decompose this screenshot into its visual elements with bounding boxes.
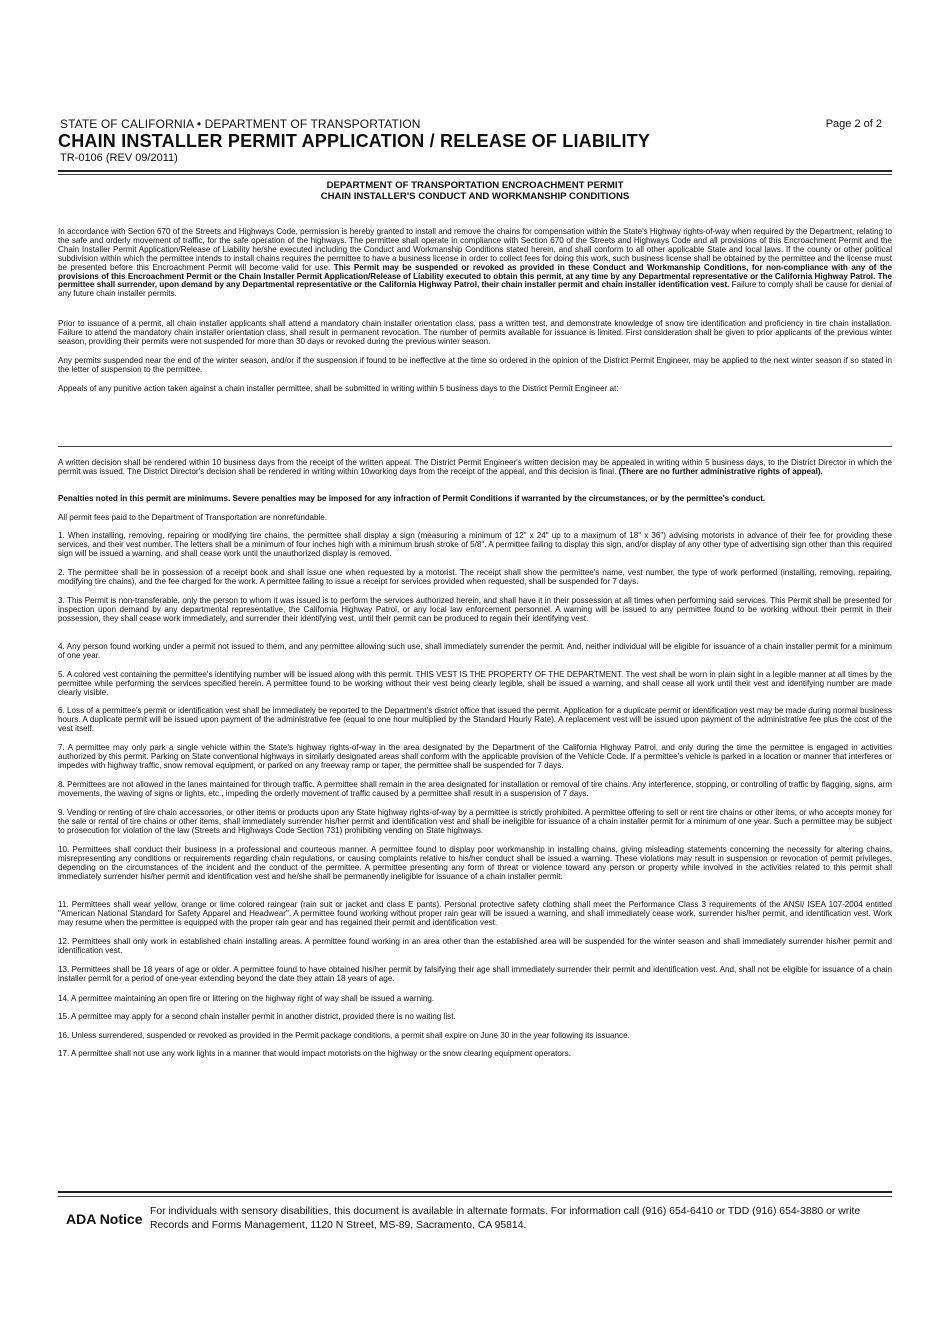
section-heading xyxy=(58,181,892,202)
decision-text: A written decision shall be rendered within 10 business days from the receipt of the written appeal. The District Permit Engineer's written decision may be appealed in writing within 5 business days, to the District Director in which the permit was issued. The District Director's decision shall be rendered in writing within 10working days from the receipt of the appeal, and this decision is final. xyxy=(58,458,892,476)
appeal-address-rule xyxy=(58,446,892,447)
fees-text: All permit fees paid to the Department of Transportation are nonrefundable. xyxy=(58,513,328,522)
condition-1 xyxy=(58,532,892,559)
condition-text: 16. Unless surrendered, suspended or revoked as provided in the Permit package conditions, a permit shall expire on June 30 in the year following its issuance. xyxy=(58,1031,630,1040)
condition-text: 9. Vending or renting of tire chain accessories, or other items or products upon any State highway rights-of-way by a permittee is strictly prohibited. A permittee offering to sell or rent tire chains or other items, or who accepts money for the sale or rental of tire chains or other items, shall immediately surrender his/her permit and identification vest and shall be ineligible for issuance of a chain installer permit for a minimum of one year. Such a permittee may be subject to prosecution for violation of the law (Streets and Highways Code Section 731) prohibiting vending on State highways. xyxy=(58,808,892,835)
footer-rule-top xyxy=(58,1191,892,1193)
condition-text: 4. Any person found working under a permit not issued to them, and any permittee allowing such use, shall immediately surrender the permit. And, neither individual will be eligible for issuance of a chain installer permit for a minimum of one year. xyxy=(58,642,892,660)
heading-line-1: DEPARTMENT OF TRANSPORTATION ENCROACHMENT PERMIT xyxy=(326,180,624,191)
intro-paragraph xyxy=(58,228,892,299)
condition-text: 11. Permittees shall wear yellow, orange or lime colored raingear (rain suit or jacket and class E pants). Personal protective safety clothing shall meet the Performance Class 3 requirements of the ANSI/ ISEA 107-2004 entitled "American National Standard for Safety Apparel and Headwear". A permittee found working without proper rain gear will be issued a warning, and shall immediately cease work, surrender his/her permit, and identification vest. Work may resume when the permittee is equipped with the proper rain gear and has regained their permit and identification vest. xyxy=(58,900,892,927)
condition-text: 10. Permittees shall conduct their business in a professional and courteous manner. A permittee found to display poor workmanship in installing chains, giving misleading statements concerning the necessity for altering chains, misrepresenting any conditions or requirements regarding chain regulations, or causing complaints relative to his/her conduct shall be issued a warning. These violations may result in suspension or revocation of permit privileges, depending on the circumstances of the incident and the conduct of the permittee. A permittee presenting any form of threat or violence toward any person or property while involved in the activities related to this permit shall immediately surrender his/her permit and identification vest and he/she shall be permanently ineligible for issuance of a chain installer permit. xyxy=(58,845,892,881)
penalties-text: Penalties noted in this permit are minimums. Severe penalties may be imposed for any infraction of Permit Conditions if warranted by the circumstances, or by the permittee's conduct. xyxy=(58,494,766,503)
header-rule-bottom xyxy=(58,174,892,175)
agency-line: STATE OF CALIFORNIA • DEPARTMENT OF TRANSPORTATION xyxy=(60,117,421,131)
orientation-paragraph xyxy=(58,320,892,347)
condition-9 xyxy=(58,809,892,836)
appeals-text: Appeals of any punitive action taken against a chain installer permittee, shall be submitted in writing within 5 business days to the District Permit Engineer at: xyxy=(58,384,619,393)
condition-2 xyxy=(58,569,892,587)
page-number: Page 2 of 2 xyxy=(825,118,882,130)
condition-text: 17. A permittee shall not use any work lights in a manner that would impact motorists on the highway or the snow clearing equipment operators. xyxy=(58,1049,571,1058)
condition-5 xyxy=(58,671,892,698)
header-rule-top xyxy=(58,170,892,172)
condition-4 xyxy=(58,643,892,661)
condition-14 xyxy=(58,995,892,1004)
penalties-paragraph xyxy=(58,495,892,504)
condition-11 xyxy=(58,901,892,928)
condition-text: 1. When installing, removing, repairing or modifying tire chains, the permittee shall display a sign (measuring a minimum of 12" x 24" up to a maximum of 18" x 36") advising motorists in advance of their fee for providing these services, and their vest number. The letters shall be a minimum of four inches high with a minimum brush stroke of 5/8". A permittee failing to display this sign, and/or display of any other type of advertising sign other than this required sign will be issued a warning, and shall cease work until the unauthorized display is removed. xyxy=(58,531,892,558)
footer-rule-bottom xyxy=(58,1196,892,1197)
condition-text: 5. A colored vest containing the permittee's identifying number will be issued along with this permit. THIS VEST IS THE PROPERTY OF THE DEPARTMENT. The vest shall be worn in plain sight in a legible manner at all times by the permittee while performing the services specified herein. A permittee found to be working without their vest being clearly legible, shall be issued a warning, and shall cease all work until their vest and identifying number are made clearly visible. xyxy=(58,670,892,697)
form-title: CHAIN INSTALLER PERMIT APPLICATION / RELEASE OF LIABILITY xyxy=(58,131,651,151)
condition-text: 6. Loss of a permittee's permit or identification vest shall be immediately be reported to the Department's district office that issued the permit. Application for a duplicate permit or identification vest may be made during normal business hours. A duplicate permit will be issued upon payment of the administrative fee (equal to one hour multiplied by the Standard Hourly Rate). A replacement vest will be issued upon payment of the administrative fee plus the cost of the vest itself. xyxy=(58,706,892,733)
condition-text: 7. A permittee may only park a single vehicle within the State's highway rights-of-way in the area designated by the Department of the California Highway Patrol, and only during the time the permittee is engaged in activities authorized by this permit. Parking on State conventional highways in similarly designated areas shall conform with the applicable provision of the Vehicle Code. If a permittee's vehicle is parked in a location or manner that interferes or impedes with highway traffic, snow removal equipment, or parked on any freeway ramp or taper, the permittee shall be suspended for 7 days. xyxy=(58,743,892,770)
condition-13 xyxy=(58,966,892,984)
condition-text: 3. This Permit is non-transferable, only the person to whom it was issued is to perform the services authorized herein, and shall have it in their possession at all times when performing said services. This Permit shall be presented for inspection upon demand by any departmental representative, the California Highway Patrol, or any local law enforcement personnel. A warning will be issued to any permittee found to be working without their permit in their possession, they shall cease work immediately, and surrender their identifying vest, until their permit can be produced to regain their identifying vest. xyxy=(58,596,892,623)
condition-16 xyxy=(58,1032,892,1041)
condition-text: 12. Permittees shall only work in established chain installing areas. A permittee found working in an area other than the established area will be suspended for the winter season and shall immediately surrender his/her permit and identification vest. xyxy=(58,937,892,955)
condition-text: 14. A permittee maintaining an open fire or littering on the highway right of way shall be issued a warning. xyxy=(58,994,435,1003)
condition-17 xyxy=(58,1050,892,1059)
suspension-text: Any permits suspended near the end of the winter season, and/or if the suspension if found to be ineffective at the time so ordered in the opinion of the District Permit Engineer, may be applied to the next winter season if so stated in the letter of suspension to the permittee. xyxy=(58,356,892,374)
ada-notice-text: For individuals with sensory disabilities, this document is available in alternate formats. For information call (916) 654-6410 or TDD (916) 654-3880 or write Records and Forms Management, 1120 N Street, MS-89, Sacramento, CA 95814. xyxy=(150,1206,861,1231)
condition-text: 13. Permittees shall be 18 years of age or older. A permittee found to have obtained his/her permit by falsifying their age shall immediately surrender their permit and identification vest. And, shall not be eligible for issuance of a chain installer permit for a period of one-year extending beyond the date they attain 18 years of age. xyxy=(58,965,892,983)
form-number: TR-0106 (REV 09/2011) xyxy=(60,152,178,164)
condition-6 xyxy=(58,707,892,734)
condition-7 xyxy=(58,744,892,771)
heading-line-2: CHAIN INSTALLER'S CONDUCT AND WORKMANSHIP CONDITIONS xyxy=(320,190,630,202)
decision-bold-text: (There are no further administrative rights of appeal). xyxy=(618,466,823,476)
condition-10 xyxy=(58,846,892,882)
condition-text: 15. A permittee may apply for a second chain installer permit in another district, provided there is no waiting list. xyxy=(58,1012,456,1021)
intro-text: In accordance with Section 670 of the Streets and Highways Code, permission is hereby granted to install and remove the chains for compensation within the State's Highway rights-of-way when required by the Department, relating to the safe and orderly movement of traffic, for the safe operation of the highways. The permittee shall operate in compliance with Section 670 of the Streets and Highways Code and all provisions of this Encroachment Permit and the Chain Installer Permit Application/Release of Liability he/she executed including the Conduct and Workmanship Conditions stated herein, and shall conform to all other applicable State and local laws. If the county or other political subdivision within which the permittee intends to install chains requires the permittee to have a business license in order to collect fees for doing this work, such business license shall be obtained by the permittee and the license must be presented before this Encroachment Permit will become valid for use. xyxy=(58,227,892,272)
condition-12 xyxy=(58,938,892,956)
condition-15 xyxy=(58,1013,892,1022)
appeals-paragraph xyxy=(58,385,892,394)
condition-text: 8. Permittees are not allowed in the lanes maintained for through traffic. A permittee shall remain in the area designated for installation or removal of tire chains. Any interference, stopping, or controlling of traffic by flagging, signs, arm movements, the waving of signs or lights, etc., impeding the orderly movement of traffic caused by a permittee shall result in a suspension of 7 days. xyxy=(58,780,892,798)
intro-bold-text: This Permit may be suspended or revoked as provided in these Conduct and Workmanship Conditions, for non-compliance with any of the provisions of this Encroachment Permit or the Chain Installer Permit Application/Release of Liability executed to obtain this permit, at any time by any Departmental representative or the California Highway Patrol. The permittee shall surrender, upon demand by any Departmental representative or the California Highway Patrol, their chain installer permit and chain installer identification vest. xyxy=(58,262,892,290)
condition-3 xyxy=(58,597,892,624)
condition-text: 2. The permittee shall be in possession of a receipt book and shall issue one when requested by a motorist. The receipt shall show the permittee's name, vest number, the type of work performed (installing, removing, repairing, modifying tire chains), and the fee charged for the work. A permittee failing to issue a receipt for services provided when requested, shall be suspended for 7 days. xyxy=(58,568,892,586)
suspension-paragraph xyxy=(58,357,892,375)
orientation-text: Prior to issuance of a permit, all chain installer applicants shall attend a mandatory chain installer orientation class, pass a written test, and demonstrate knowledge of snow tire identification and proficiency in tire chain installation. Failure to attend the mandatory chain installer orientation class, shall result in permanent revocation. The number of permits available for issuance is limited. First consideration shall be given to prior applicants of the previous winter season, providing their permits were not suspended for more than 30 days or revoked during the previous winter season. xyxy=(58,319,892,346)
ada-notice-label: ADA Notice xyxy=(66,1211,143,1227)
decision-paragraph xyxy=(58,459,892,477)
condition-8 xyxy=(58,781,892,799)
fees-paragraph xyxy=(58,514,892,523)
intro-tail-text: Failure to comply shall be cause for denial of any future chain installer permits. xyxy=(58,280,892,299)
